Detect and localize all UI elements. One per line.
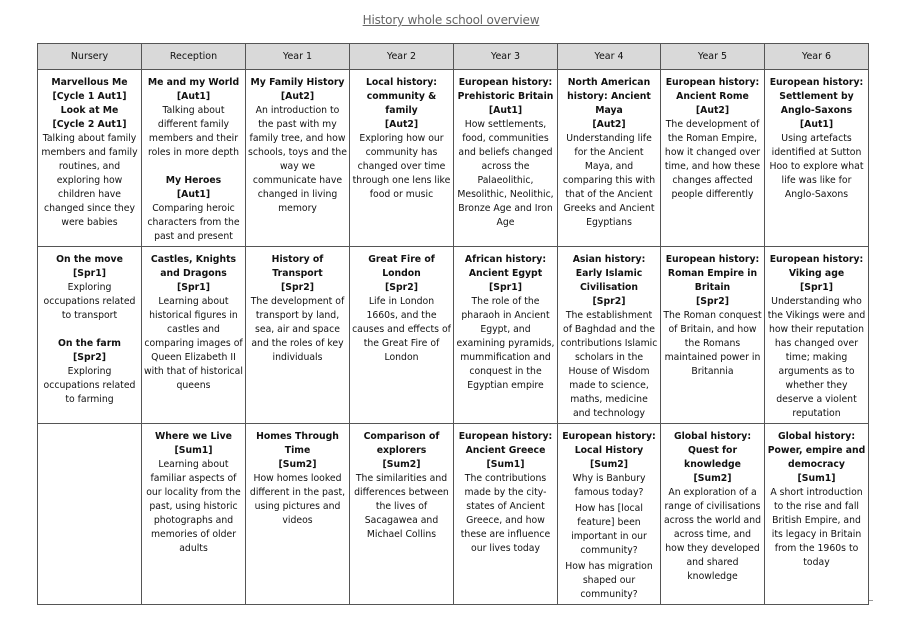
unit-description: Exploring occupations related to farming	[43, 366, 136, 405]
unit-block	[248, 253, 347, 365]
unit-block	[248, 76, 347, 216]
cell-year-3	[454, 247, 558, 424]
unit-question: How has migration shaped our community?	[565, 561, 653, 600]
unit-block	[767, 253, 866, 421]
unit-description: Comparing heroic characters from the past and present	[147, 203, 240, 242]
unit-block	[144, 253, 243, 393]
unit-title: Asian history: Early Islamic Civilisation	[572, 254, 646, 293]
unit-block	[352, 76, 451, 202]
cell-year-4	[558, 70, 661, 247]
unit-block	[40, 253, 139, 323]
unit-block	[248, 430, 347, 528]
unit-title: Comparison of explorers	[363, 431, 440, 456]
unit-description: The development of the Roman Empire, how it changed over time, and how these changes affected people differently	[664, 119, 761, 200]
cell-year-1	[246, 424, 350, 605]
unit-description: The contributions made by the city-states of Ancient Greece, and how these are influence our lives today	[460, 473, 551, 554]
unit-term: [Sum2]	[278, 459, 317, 470]
unit-block	[352, 253, 451, 365]
unit-description: Life in London 1660s, and the causes and effects of the Great Fire of London	[352, 296, 451, 363]
unit-description: Exploring how our community has changed over time through one lens like food or music	[352, 133, 451, 200]
unit-term: [Spr1]	[177, 282, 210, 293]
cell-year-1	[246, 70, 350, 247]
unit-block	[144, 174, 243, 244]
column-header-nursery: Nursery	[38, 44, 142, 70]
unit-block	[456, 430, 555, 556]
unit-block	[560, 253, 658, 421]
cell-year-5	[661, 424, 765, 605]
unit-term: [Cycle 1 Aut1]	[52, 91, 127, 102]
unit-term: [Cycle 2 Aut1]	[52, 119, 127, 130]
cell-year-4	[558, 424, 661, 605]
unit-title: Me and my World	[147, 77, 240, 88]
cell-year-3	[454, 70, 558, 247]
unit-block	[456, 76, 555, 230]
header-row	[38, 44, 869, 70]
unit-block	[767, 76, 866, 202]
unit-term: [Aut2]	[384, 119, 419, 130]
table-row	[38, 70, 869, 247]
unit-term: [Aut2]	[280, 91, 315, 102]
cell-nursery	[38, 70, 142, 247]
unit-title: On the farm	[58, 338, 121, 349]
column-header-year-5: Year 5	[661, 44, 765, 70]
unit-term: [Sum1]	[797, 473, 836, 484]
unit-block	[144, 430, 243, 556]
unit-term: [Spr2]	[696, 296, 729, 307]
unit-term: [Spr2]	[73, 352, 106, 363]
unit-description: An exploration of a range of civilisations across the world and across time, and how they developed and shared knowledge	[663, 487, 761, 582]
unit-block	[560, 430, 658, 602]
unit-term: [Aut2]	[695, 105, 730, 116]
unit-term: [Aut1]	[176, 189, 211, 200]
cell-year-2	[350, 247, 454, 424]
table-row	[38, 247, 869, 424]
unit-description: Understanding life for the Ancient Maya, and comparing this with that of the Ancient Greeks and Ancient Egyptians	[562, 133, 656, 228]
unit-term: [Sum2]	[590, 459, 628, 470]
corner-mark	[869, 600, 873, 601]
cell-year-2	[350, 70, 454, 247]
unit-term: [Aut1]	[799, 119, 834, 130]
cell-year-5	[661, 247, 765, 424]
unit-term: [Spr2]	[592, 296, 626, 307]
unit-title: European history: Roman Empire in Britain	[665, 254, 760, 293]
overview-table	[37, 43, 869, 605]
unit-description: An introduction to the past with my family tree, and how schools, toys and the way we communicate have changed in living memory	[248, 105, 347, 214]
unit-block	[352, 430, 451, 542]
unit-block	[40, 337, 139, 407]
unit-block	[40, 104, 139, 230]
unit-block	[767, 430, 866, 570]
unit-block	[663, 430, 762, 584]
unit-gap	[40, 323, 139, 337]
unit-title: On the move	[56, 254, 123, 265]
column-header-year-4: Year 4	[558, 44, 661, 70]
unit-term: [Spr2]	[281, 282, 314, 293]
table-row	[38, 424, 869, 605]
unit-term: [Spr1]	[73, 268, 106, 279]
unit-term: [Spr1]	[800, 282, 833, 293]
unit-title: Great Fire of London	[368, 254, 435, 279]
unit-description: The role of the pharaoh in Ancient Egypt, and examining pyramids, mummification and conquest in the Egyptian empire	[456, 296, 555, 391]
cell-nursery	[38, 424, 142, 605]
unit-block	[144, 76, 243, 160]
unit-block	[663, 76, 762, 202]
unit-description: Using artefacts identified at Sutton Hoo to explore what life was like for Anglo-Saxons	[769, 133, 864, 200]
unit-title: North American history: Ancient Maya	[567, 77, 651, 116]
column-header-year-6: Year 6	[765, 44, 869, 70]
unit-description: How homes looked different in the past, using pictures and videos	[249, 473, 346, 526]
unit-title: European history: Viking age	[769, 254, 864, 279]
page-title: History whole school overview	[362, 13, 540, 27]
unit-title: Castles, Knights and Dragons	[150, 254, 237, 279]
unit-title: Where we Live	[155, 431, 232, 442]
unit-term: [Sum1]	[486, 459, 525, 470]
unit-question: Why is Banbury famous today?	[572, 473, 646, 498]
unit-block	[560, 76, 658, 230]
column-header-year-2: Year 2	[350, 44, 454, 70]
unit-description: The Roman conquest of Britain, and how the Romans maintained power in Britannia	[663, 310, 762, 377]
unit-term: [Spr1]	[489, 282, 522, 293]
unit-title: History of Transport	[271, 254, 324, 279]
cell-year-1	[246, 247, 350, 424]
unit-description: A short introduction to the rise and fall British Empire, and its legacy in Britain from the 1960s to today	[770, 487, 863, 568]
unit-term: [Aut1]	[488, 105, 523, 116]
unit-title: European history: Local History	[562, 431, 656, 456]
unit-title: Homes Through Time	[256, 431, 339, 456]
unit-description: How settlements, food, communities and beliefs changed across the Palaeolithic, Mesolithic, Neolithic, Bronze Age and Iron Age	[457, 119, 554, 228]
unit-question: How has [local feature] been important in our community?	[571, 503, 647, 556]
unit-description: The development of transport by land, sea, air and space and the roles of key individuals	[250, 296, 345, 363]
unit-description: The similarities and differences between the lives of Sacagawea and Michael Collins	[354, 473, 449, 540]
unit-description: Talking about family members and family routines, and exploring how children have changed since they were babies	[41, 133, 138, 228]
unit-description: The establishment of Baghdad and the contributions Islamic scholars in the House of Wisdom made to science, maths, medicine and technology	[560, 310, 658, 419]
cell-year-6	[765, 424, 869, 605]
unit-description: Learning about historical figures in castles and comparing images of Queen Elizabeth II with that of historical queens	[144, 296, 243, 391]
unit-block	[663, 253, 762, 379]
unit-term: [Aut2]	[592, 119, 626, 130]
unit-block	[40, 76, 139, 104]
column-header-reception: Reception	[142, 44, 246, 70]
cell-reception	[142, 70, 246, 247]
unit-title: European history: Settlement by Anglo-Saxons	[769, 77, 864, 116]
unit-term: [Sum1]	[174, 445, 213, 456]
unit-title: My Family History	[250, 77, 345, 88]
unit-title: European history: Ancient Rome	[665, 77, 760, 102]
cell-year-2	[350, 424, 454, 605]
unit-title: Global history: Quest for knowledge	[673, 431, 752, 470]
unit-term: [Spr2]	[385, 282, 418, 293]
unit-title: European history: Ancient Greece	[458, 431, 553, 456]
cell-year-5	[661, 70, 765, 247]
cell-year-3	[454, 424, 558, 605]
unit-gap	[144, 160, 243, 174]
cell-reception	[142, 247, 246, 424]
cell-nursery	[38, 247, 142, 424]
unit-description: Talking about different family members and their roles in more depth	[148, 105, 239, 158]
unit-block	[456, 253, 555, 393]
unit-title: Local history: community & family	[365, 77, 438, 116]
unit-title: Marvellous Me	[51, 77, 128, 88]
unit-title: My Heroes	[165, 175, 222, 186]
unit-description: Learning about familiar aspects of our locality from the past, using historic photographs and memories of older adults	[146, 459, 241, 554]
cell-year-6	[765, 247, 869, 424]
unit-title: European history: Prehistoric Britain	[457, 77, 554, 102]
unit-title: African history: Ancient Egypt	[464, 254, 547, 279]
unit-description: Exploring occupations related to transport	[43, 282, 136, 321]
unit-term: [Aut1]	[176, 91, 211, 102]
unit-title: Look at Me	[60, 105, 119, 116]
unit-term: [Sum2]	[382, 459, 421, 470]
cell-reception	[142, 424, 246, 605]
unit-term: [Sum2]	[693, 473, 732, 484]
unit-description: Understanding who the Vikings were and how their reputation has changed over time; making arguments as to whether they deserve a violent reputation	[767, 296, 866, 419]
column-header-year-1: Year 1	[246, 44, 350, 70]
column-header-year-3: Year 3	[454, 44, 558, 70]
unit-title: Global history: Power, empire and democracy	[767, 431, 866, 470]
cell-year-6	[765, 70, 869, 247]
cell-year-4	[558, 247, 661, 424]
